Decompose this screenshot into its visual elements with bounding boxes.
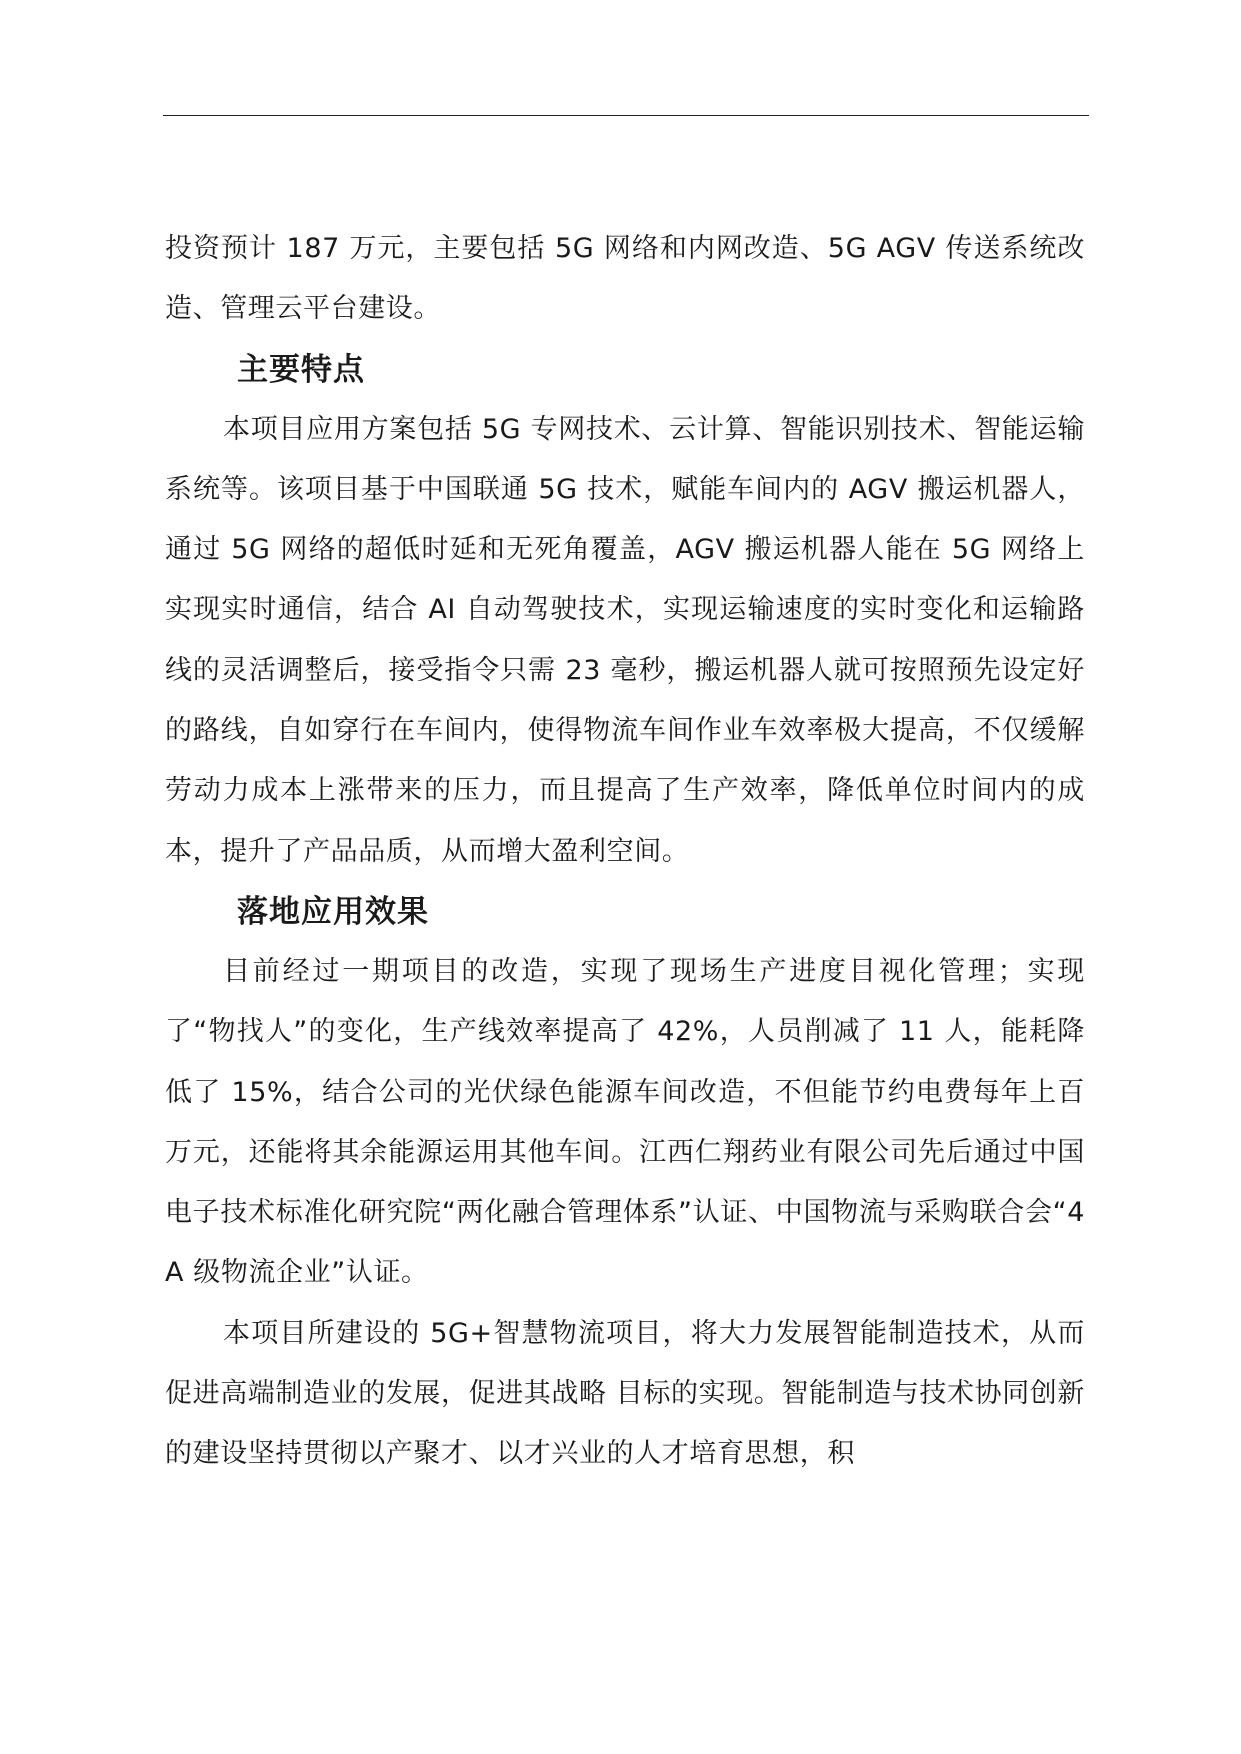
- section-heading-main-features: 主要特点: [237, 351, 365, 388]
- paragraph-outlook: 本项目所建设的 5G+智慧物流项目，将大力发展智能制造技术，从而促进高端制造业的发展，促进其战略 目标的实现。智能制造与技术协同创新的建设坚持贯彻以产聚才、以才兴业的人才培育思想，积: [165, 1317, 1085, 1470]
- paragraph-intro: 投资预计 187 万元，主要包括 5G 网络和内网改造、5G AGV 传送系统改造、管理云平台建设。: [165, 233, 1085, 325]
- header-rule: [163, 115, 1089, 116]
- paragraph-features: 本项目应用方案包括 5G 专网技术、云计算、智能识别技术、智能运输系统等。该项目基于中国联通 5G 技术，赋能车间内的 AGV 搬运机器人，通过 5G 网络的超低时延和无死角覆盖，AGV 搬运机器人能在 5G 网络上实现实时通信，结合 AI 自动驾驶技术，实现运输速度的实时变化和运输路线的灵活调整后，接受指令只需 23 毫秒，搬运机器人就可按照预先设定好的路线，自如穿行在车间内，使得物流车间作业车效率极大提高，不仅缓解劳动力成本上涨带来的压力，而且提高了生产效率，降低单位时间内的成本，提升了产品品质，从而增大盈利空间。: [165, 413, 1085, 867]
- document-body: [165, 219, 1085, 1485]
- paragraph-effects: 目前经过一期项目的改造，实现了现场生产进度目视化管理；实现了“物找人”的变化，生产线效率提高了 42%，人员削减了 11 人，能耗降低了 15%，结合公司的光伏绿色能源车间改造，不但能节约电费每年上百万元，还能将其余能源运用其他车间。江西仁翔药业有限公司先后通过中国电子技术标准化研究院“两化融合管理体系”认证、中国物流与采购联合会“4A 级物流企业”认证。: [165, 955, 1085, 1289]
- section-heading-application-effects: 落地应用效果: [237, 893, 429, 930]
